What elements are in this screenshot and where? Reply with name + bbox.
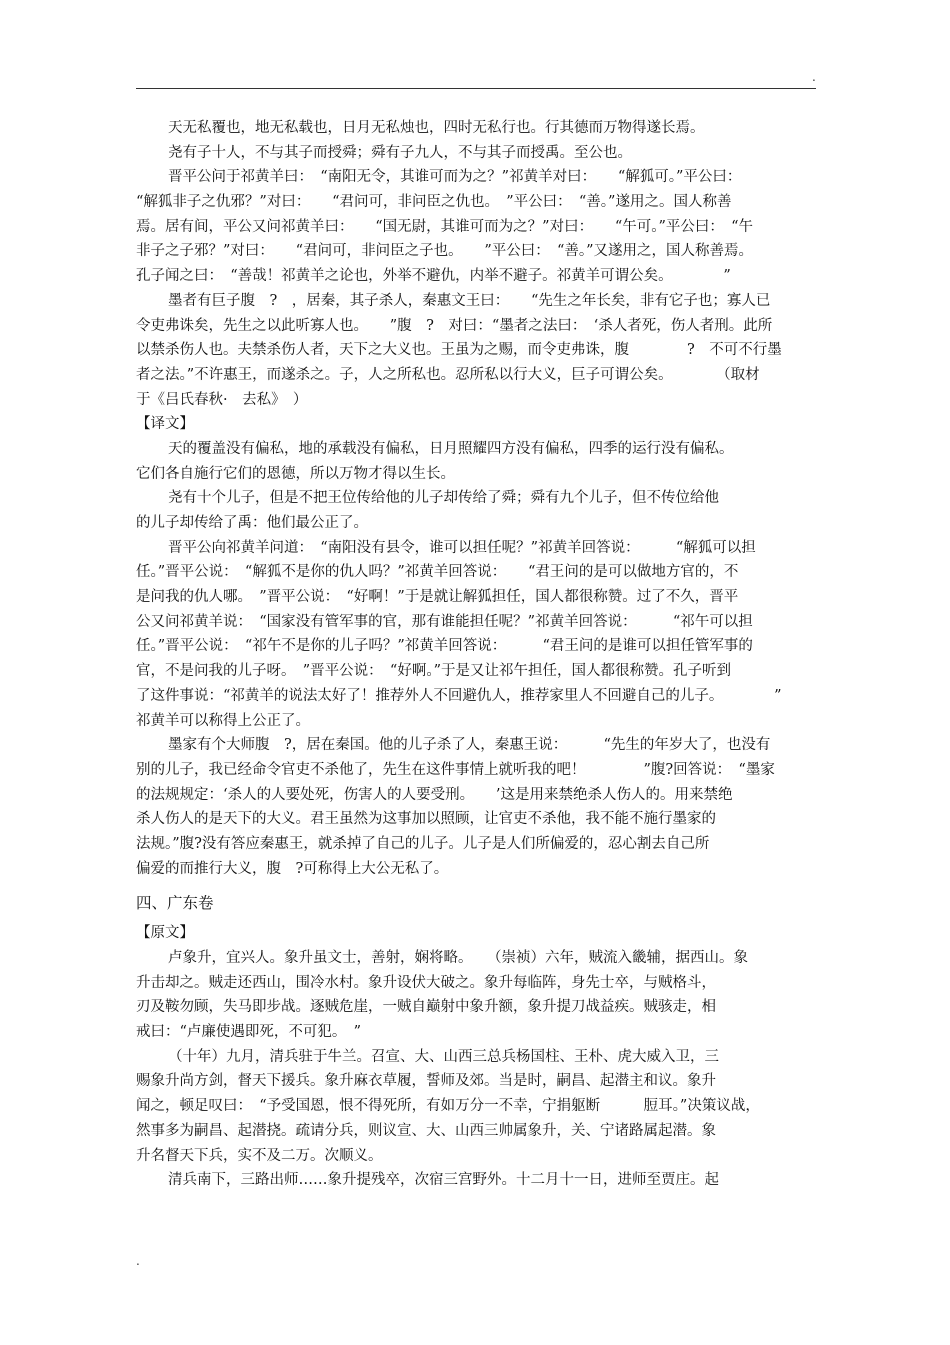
text-line: 者之法。”不许惠王，而遂杀之。子，人之所私也。忍所私以行大义，巨子可谓公矣。 （取材 xyxy=(136,366,760,383)
text-line: 任。”晋平公说： “解狐不是你的仇人吗？”祁黄羊回答说： “君王问的是可以做地方官的，不 xyxy=(136,564,739,581)
text-line: 以禁杀伤人也。夫禁杀伤人者，天下之大义也。王虽为之赐，而令吏弗诛，腹 ? 不可不行墨 xyxy=(136,342,782,359)
text-line: 法规。”腹?没有答应秦惠王，就杀掉了自己的儿子。儿子是人们所偏爱的，忍心割去自己所 xyxy=(136,835,710,852)
text-line: 晋平公问于祁黄羊曰： “南阳无令，其谁可而为之？”祁黄羊对曰： “解狐可。”平公曰： xyxy=(168,169,742,186)
text-line: 官，不是问我的儿子呀。 ”晋平公说： “好啊。”于是又让祁午担任，国人都很称赞。孔子听到 xyxy=(136,663,731,680)
text-line: 【译文】 xyxy=(136,416,194,433)
text-line: 赐象升尚方剑，督天下援兵。象升麻衣草履，誓师及郊。当是时，嗣昌、起潜主和议。象升 xyxy=(136,1073,716,1090)
text-line: 卢象升，宜兴人。象升虽文士，善射，娴将略。 （崇祯）六年，贼流入畿辅，据西山。象 xyxy=(168,950,748,966)
header-mark: . xyxy=(812,70,816,84)
document-body xyxy=(136,116,816,1193)
text-line: 晋平公向祁黄羊问道： “南阳没有县令，谁可以担任呢？”祁黄羊回答说： “解狐可以担 xyxy=(168,539,756,556)
section-heading: 四、广东卷 xyxy=(136,894,214,913)
text-line: 于《吕氏春秋· 去私》 ） xyxy=(136,391,308,408)
text-line: 天的覆盖没有偏私，地的承载没有偏私，日月照耀四方没有偏私，四季的运行没有偏私。 xyxy=(168,440,734,457)
passage-and-translation xyxy=(136,116,816,881)
text-line: 墨者有巨子腹 ? ，居秦，其子杀人，秦惠文王曰： “先生之年长矣，非有它子也；寡人已 xyxy=(168,292,771,309)
text-line: 的法规规定：‘杀人的人要处死，伤害人的人要受刑。 ’这是用来禁绝杀人伤人的。用来禁绝 xyxy=(136,786,733,803)
text-line: 了这件事说：“祁黄羊的说法太好了！推荐外人不回避仇人，推荐家里人不回避自己的儿子。 ” xyxy=(136,687,782,704)
text-line: 墨家有个大师腹 ?，居在秦国。他的儿子杀了人，秦惠王说： “先生的年岁大了，也没有 xyxy=(168,737,771,754)
text-line: 任。”晋平公说： “祁午不是你的儿子吗？”祁黄羊回答说： “君王问的是谁可以担任管军事的 xyxy=(136,638,753,655)
text-line: 刃及鞍勿顾，失马即步战。逐贼危崖，一贼自巅射中象升额，象升提刀战益疾。贼骇走，相 xyxy=(136,999,716,1016)
text-line: 焉。居有间，平公又问祁黄羊曰： “国无尉，其谁可而为之？”对曰： “午可。”平公曰： “午 xyxy=(136,218,754,235)
text-line: 杀人伤人的是天下的大义。君王虽然为这事加以照顾，让官吏不杀他，我不能不施行墨家的 xyxy=(136,811,716,828)
text-line: 然事多为嗣昌、起潜挠。疏请分兵，则议宣、大、山西三帅属象升，关、宁诸路属起潜。象 xyxy=(136,1122,716,1139)
text-line: 的儿子却传给了禹：他们最公正了。 xyxy=(136,515,368,531)
text-line: 非子之子邪？”对曰： “君问可，非问臣之子也。 ”平公曰： “善。”又遂用之，国人称善焉。 xyxy=(136,243,754,260)
text-line: 【原文】 xyxy=(136,925,194,942)
text-line: 升名督天下兵，实不及二万。次顺义。 xyxy=(136,1147,383,1164)
text-line: 清兵南下，三路出师……象升提残卒，次宿三宫野外。十二月十一日，进师至贾庄。起 xyxy=(168,1172,719,1189)
text-line: 孔子闻之曰： “善哉！祁黄羊之论也，外举不避仇，内举不避子。祁黄羊可谓公矣。 ” xyxy=(136,268,731,285)
guangdong-passage xyxy=(136,921,816,1193)
text-line: 它们各自施行它们的恩德，所以万物才得以生长。 xyxy=(136,465,455,482)
text-line: 闻之，顿足叹曰： “予受国恩，恨不得死所，有如万分一不幸，宁捐躯断 脰耳。”决策议战， xyxy=(136,1098,760,1115)
text-line: 天无私覆也，地无私载也，日月无私烛也，四时无私行也。行其德而万物得遂长焉。 xyxy=(168,120,705,136)
footer-mark: . xyxy=(136,1254,140,1268)
text-line: 戒曰：“卢廉使遇即死，不可犯。 ” xyxy=(136,1024,362,1041)
header-rule xyxy=(136,88,816,89)
text-line: 祁黄羊可以称得上公正了。 xyxy=(136,712,310,729)
text-line: （十年）九月，清兵驻于牛兰。召宣、大、山西三总兵杨国柱、王朴、虎大威入卫，三 xyxy=(168,1048,719,1065)
text-line: 别的儿子，我已经命令官吏不杀他了，先生在这件事情上就听我的吧！ ”腹?回答说： “墨家 xyxy=(136,761,775,778)
text-line: “解狐非子之仇邪？”对曰： “君问可，非问臣之仇也。 ”平公曰： “善。”遂用之。国人称善 xyxy=(136,194,732,211)
text-line: 是问我的仇人哪。 ”晋平公说： “好啊！”于是就让解狐担任，国人都很称赞。过了不久，晋平 xyxy=(136,589,739,606)
text-line: 令吏弗诛矣，先生之以此听寡人也。 ”腹 ? 对曰：“墨者之法曰： ‘杀人者死，伤人者刑。此所 xyxy=(136,317,773,334)
text-line: 尧有子十人，不与其子而授舜；舜有子九人，不与其子而授禹。至公也。 xyxy=(168,144,632,161)
text-line: 偏爱的而推行大义，腹 ?可称得上大公无私了。 xyxy=(136,860,449,877)
text-line: 尧有十个儿子，但是不把王位传给他的儿子却传给了舜；舜有九个儿子，但不传位给他 xyxy=(168,490,719,507)
text-line: 公又问祁黄羊说： “国家没有管军事的官，那有谁能担任呢？”祁黄羊回答说： “祁午可以担 xyxy=(136,613,753,630)
text-line: 升击却之。贼走还西山，围冷水村。象升设伏大破之。象升每临阵，身先士卒，与贼格斗， xyxy=(136,974,716,991)
